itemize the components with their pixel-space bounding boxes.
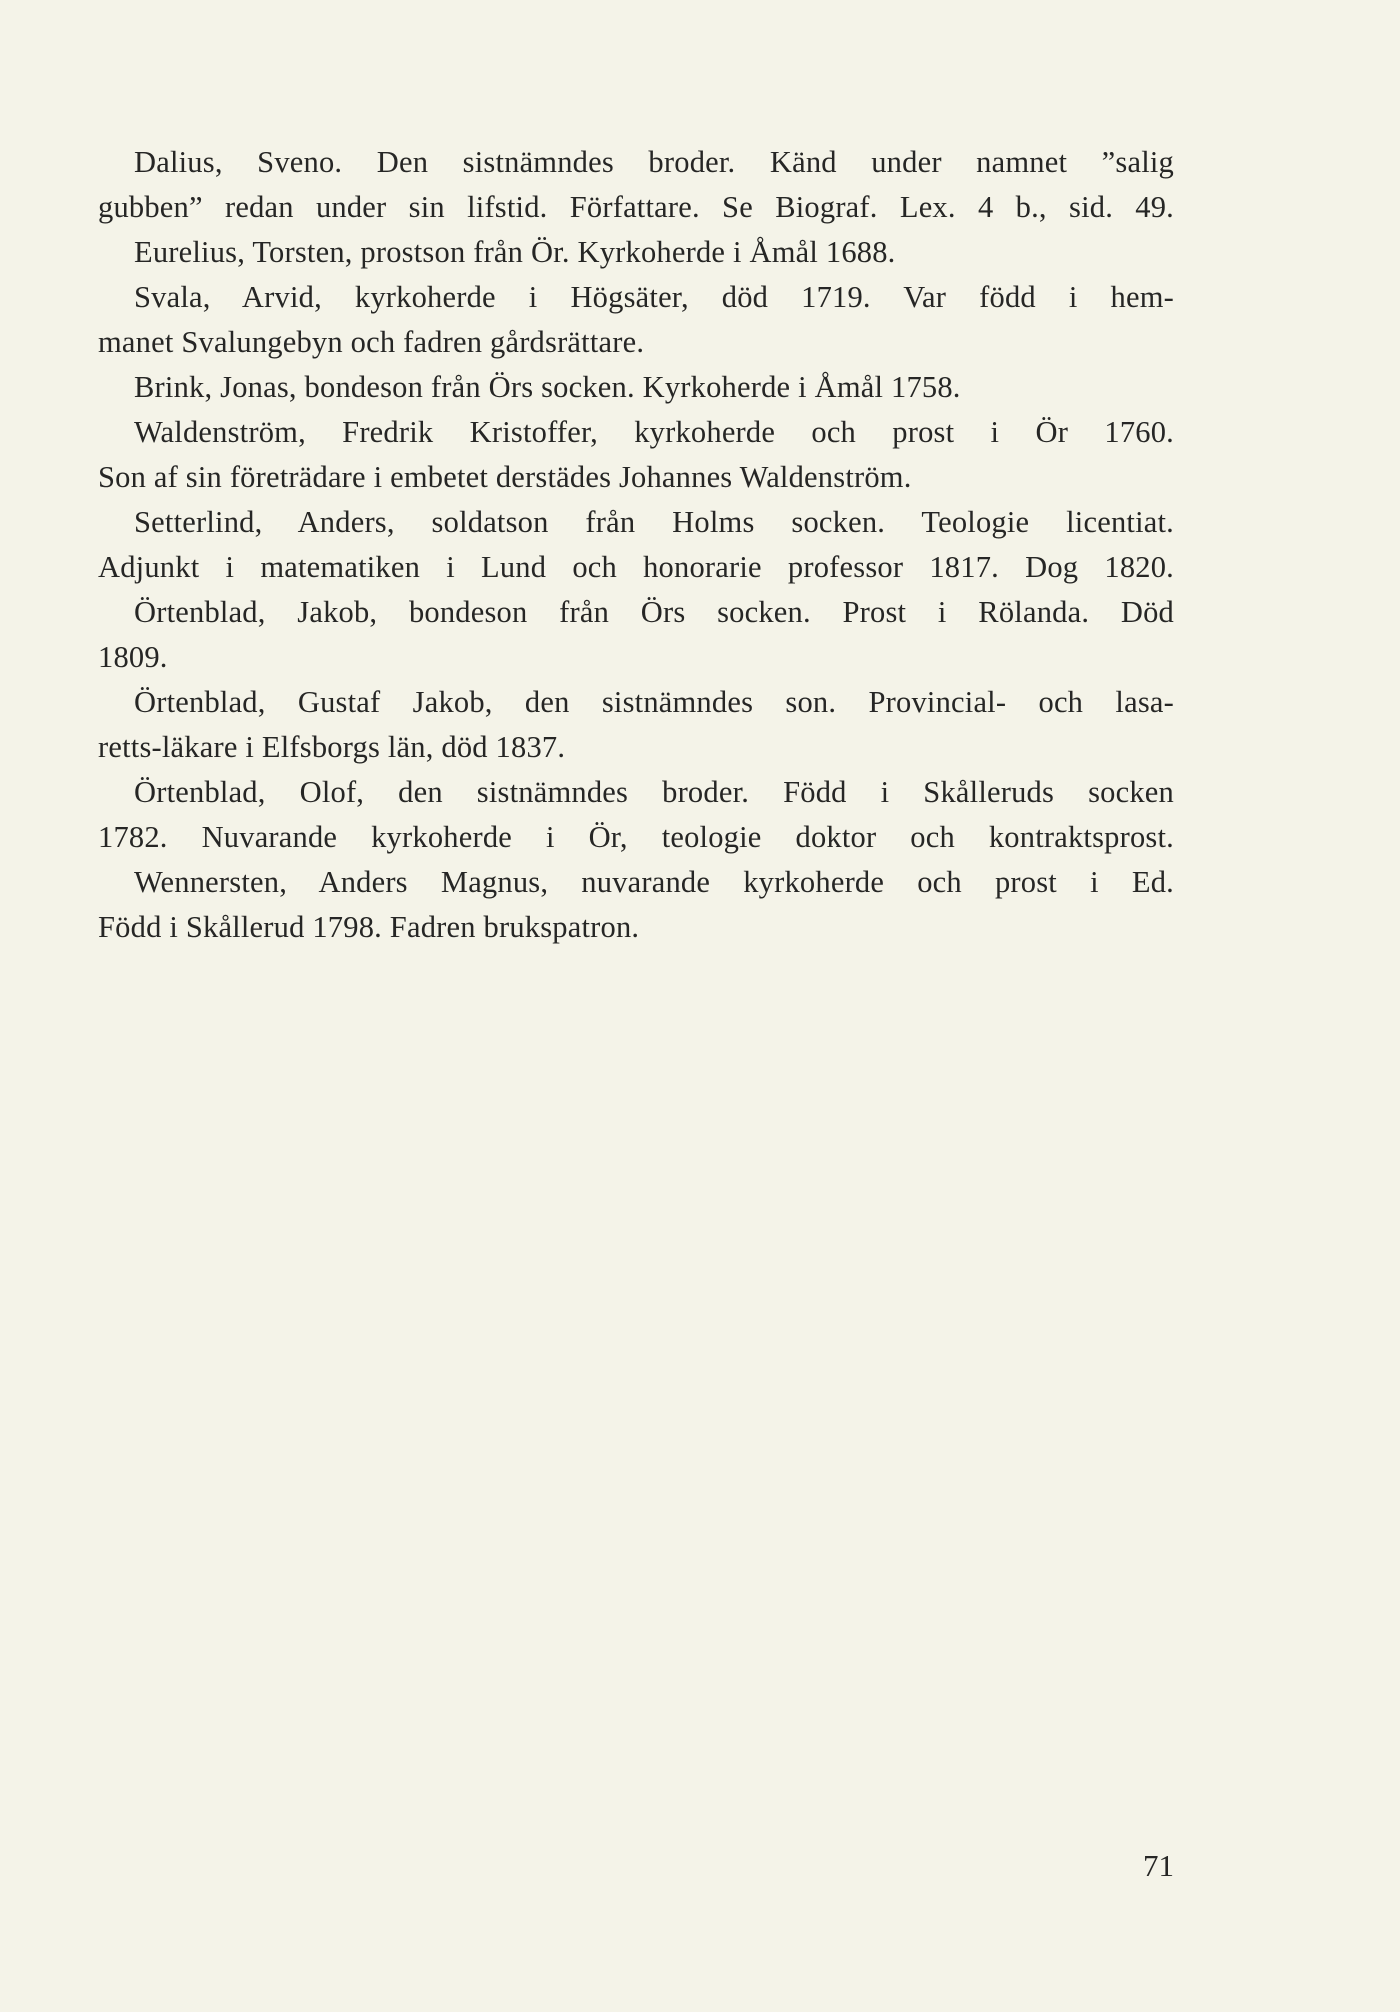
text-line: Waldenström, Fredrik Kristoffer, kyrkoherde och prost i Ör 1760. — [134, 415, 1174, 449]
text-line: Adjunkt i matematiken i Lund och honorarie professor 1817. Dog 1820. — [98, 550, 1174, 584]
body-text — [98, 140, 1174, 950]
text-line: Född i Skållerud 1798. Fadren brukspatron. — [98, 910, 640, 944]
text-line: Örtenblad, Gustaf Jakob, den sistnämndes son. Provincial- och lasa- — [134, 685, 1174, 719]
text-line: Örtenblad, Olof, den sistnämndes broder. Född i Skålleruds socken — [134, 775, 1174, 809]
page-number: 71 — [1143, 1848, 1174, 1883]
text-line: 1782. Nuvarande kyrkoherde i Ör, teologie doktor och kontraktsprost. — [98, 820, 1174, 854]
text-line: retts-läkare i Elfsborgs län, död 1837. — [98, 730, 566, 764]
text-line: Wennersten, Anders Magnus, nuvarande kyrkoherde och prost i Ed. — [134, 865, 1174, 899]
text-line: 1809. — [98, 640, 168, 674]
text-line: Eurelius, Torsten, prostson från Ör. Kyrkoherde i Åmål 1688. — [134, 235, 896, 269]
text-line: Brink, Jonas, bondeson från Örs socken. Kyrkoherde i Åmål 1758. — [134, 370, 961, 404]
text-line: gubben” redan under sin lifstid. Författare. Se Biograf. Lex. 4 b., sid. 49. — [98, 190, 1174, 224]
text-line: Svala, Arvid, kyrkoherde i Högsäter, död 1719. Var född i hem- — [134, 280, 1174, 314]
text-line: Dalius, Sveno. Den sistnämndes broder. Känd under namnet ”salig — [134, 145, 1174, 179]
text-line: manet Svalungebyn och fadren gårdsrättare. — [98, 325, 645, 359]
text-line: Örtenblad, Jakob, bondeson från Örs socken. Prost i Rölanda. Död — [134, 595, 1174, 629]
text-line: Setterlind, Anders, soldatson från Holms socken. Teologie licentiat. — [134, 505, 1174, 539]
text-line: Son af sin företrädare i embetet derstädes Johannes Waldenström. — [98, 460, 912, 494]
